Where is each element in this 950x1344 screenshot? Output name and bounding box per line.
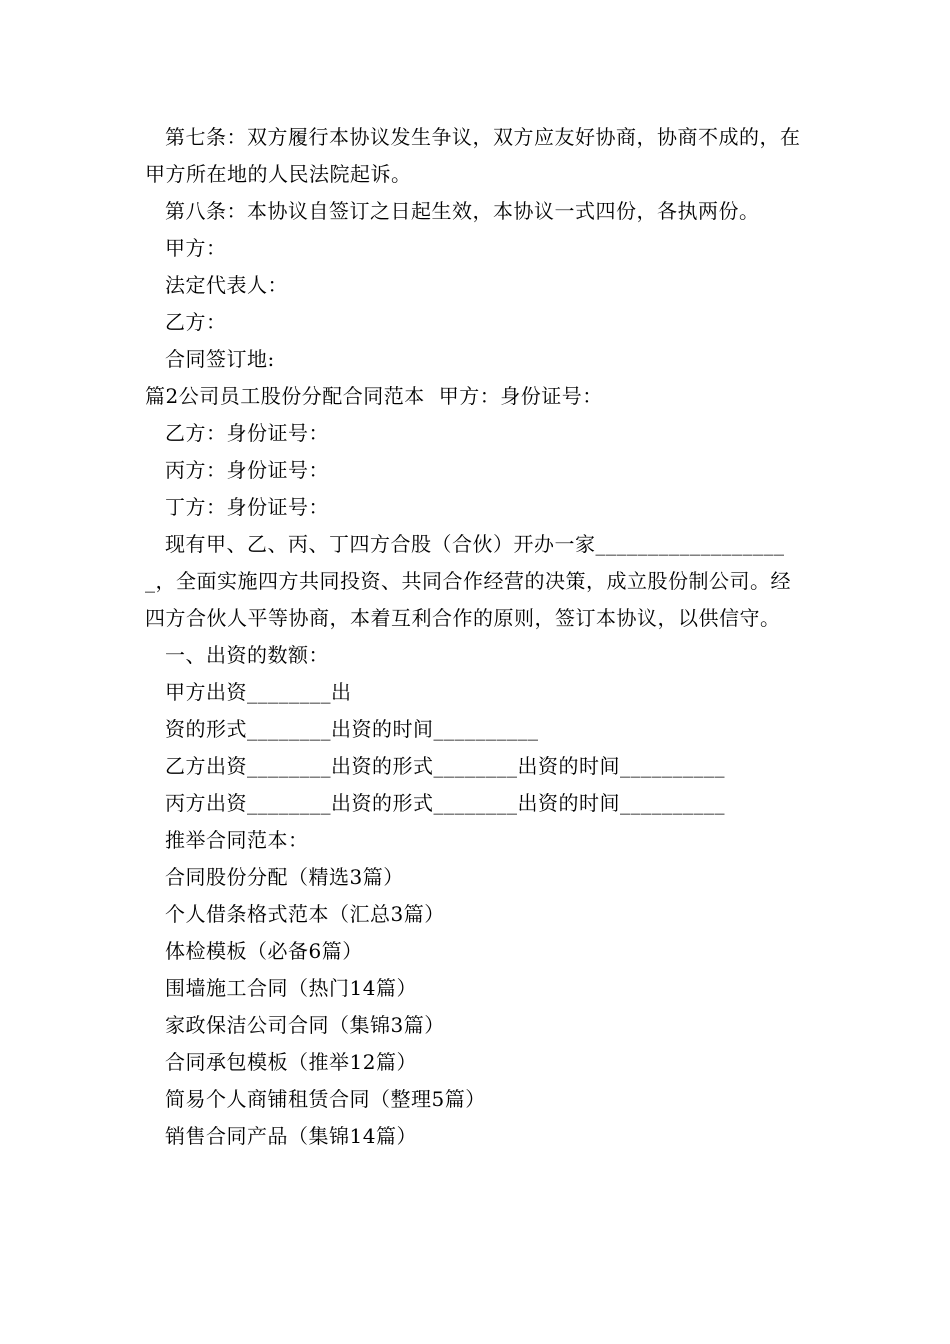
recommend-item[interactable]: 合同股份分配（精选3篇） [165,865,404,889]
party-c-investment-line: 丙方出资________出资的形式________出资的时间__________ [165,791,725,815]
recommend-item[interactable]: 家政保洁公司合同（集锦3篇） [165,1013,445,1037]
legal-representative-label: 法定代表人： [165,273,288,297]
recommend-item[interactable]: 销售合同产品（集锦14篇） [165,1124,417,1148]
recommend-heading: 推举合同范本： [165,828,309,852]
doc2-party-a-label: 甲方：身份证号： [438,384,603,408]
signing-place-label: 合同签订地: [165,347,275,371]
party-b-signature-label: 乙方： [165,310,227,334]
document-page [145,119,809,1155]
recommend-item[interactable]: 体检模板（必备6篇） [165,939,363,963]
party-a-investment-line-2: 资的形式________出资的时间__________ [165,717,539,741]
article-7-paragraph: 第七条：双方履行本协议发生争议，双方应友好协商，协商不成的，在甲方所在地的人民法院起诉。 [145,125,801,186]
section-1-heading: 一、出资的数额： [165,643,329,667]
party-b-investment-line: 乙方出资________出资的形式________出资的时间__________ [165,754,725,778]
recommend-item[interactable]: 围墙施工合同（热门14篇） [165,976,417,1000]
intro-paragraph: 现有甲、乙、丙、丁四方合股（合伙）开办一家___________________，全面实施四方共同投资、共同合作经营的决策，成立股份制公司。经四方合伙人平等协商，本着互利合作的原则，签订本协议，以供信守。 [145,532,791,630]
party-a-investment-line-1: 甲方出资________出 [165,680,352,704]
doc2-title: 篇2公司员工股份分配合同范本 [145,384,425,408]
doc2-party-d-label: 丁方：身份证号： [165,495,329,519]
recommend-item[interactable]: 个人借条格式范本（汇总3篇） [165,902,445,926]
article-8-paragraph: 第八条：本协议自签订之日起生效，本协议一式四份，各执两份。 [165,199,760,223]
recommend-item[interactable]: 合同承包模板（推举12篇） [165,1050,417,1074]
party-a-signature-label: 甲方： [165,236,227,260]
doc2-party-c-label: 丙方：身份证号： [165,458,329,482]
recommend-item[interactable]: 简易个人商铺租赁合同（整理5篇） [165,1087,486,1111]
doc2-heading-line [145,378,809,415]
doc2-party-b-label: 乙方：身份证号： [165,421,329,445]
